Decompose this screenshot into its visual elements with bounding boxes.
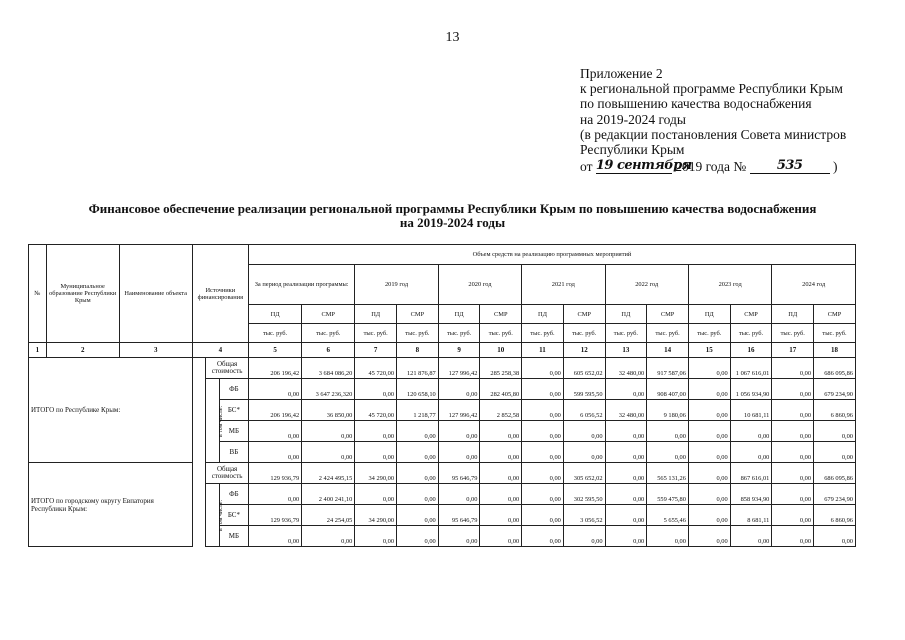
header-year-2024: 2024 год xyxy=(772,265,856,305)
source-label: МБ xyxy=(219,526,248,547)
value-cell: 0,00 xyxy=(730,526,772,547)
value-cell: 0,00 xyxy=(772,379,814,400)
value-cell: 1 067 616,01 xyxy=(730,358,772,379)
value-cell: 0,00 xyxy=(772,526,814,547)
value-cell: 0,00 xyxy=(772,400,814,421)
value-cell: 0,00 xyxy=(605,505,647,526)
value-cell: 127 996,42 xyxy=(438,400,480,421)
header-smr: СМР xyxy=(647,305,689,324)
value-cell: 32 480,00 xyxy=(605,358,647,379)
value-cell: 917 587,06 xyxy=(647,358,689,379)
header-no: № xyxy=(29,245,47,343)
value-cell: 0,00 xyxy=(688,484,730,505)
value-cell: 0,00 xyxy=(480,421,522,442)
value-cell: 0,00 xyxy=(772,421,814,442)
source-label: ВБ xyxy=(219,442,248,463)
header-smr: СМР xyxy=(814,305,856,324)
value-cell: 0,00 xyxy=(302,442,355,463)
appendix-line-4: на 2019-2024 годы xyxy=(580,111,686,127)
value-cell: 10 681,11 xyxy=(730,400,772,421)
header-pd: ПД xyxy=(772,305,814,324)
column-index-cell: 7 xyxy=(355,343,397,358)
appendix-date-line xyxy=(580,157,846,174)
header-volume: Объем средств на реализацию программных мероприятий xyxy=(248,245,855,265)
value-cell: 0,00 xyxy=(355,379,397,400)
header-year-2020: 2020 год xyxy=(438,265,521,305)
value-cell: 282 405,80 xyxy=(480,379,522,400)
value-cell: 0,00 xyxy=(522,379,564,400)
group-label: ИТОГО по городскому округу Евпатория Республики Крым: xyxy=(29,463,193,547)
value-cell: 9 180,06 xyxy=(647,400,689,421)
financing-table xyxy=(28,244,856,547)
value-cell: 302 595,50 xyxy=(563,484,605,505)
appendix-line-5: (в редакции постановления Совета министров xyxy=(580,126,847,142)
header-smr: СМР xyxy=(563,305,605,324)
value-cell: 0,00 xyxy=(772,484,814,505)
value-cell: 0,00 xyxy=(688,505,730,526)
value-cell: 6 056,52 xyxy=(563,400,605,421)
value-cell: 3 647 236,320 xyxy=(302,379,355,400)
value-cell: 3 684 086,20 xyxy=(302,358,355,379)
value-cell: 565 131,26 xyxy=(647,463,689,484)
value-cell: 0,00 xyxy=(397,526,439,547)
value-cell: 0,00 xyxy=(248,526,301,547)
column-index-cell: 8 xyxy=(397,343,439,358)
appendix-line-3: по повышению качества водоснабжения xyxy=(580,96,812,112)
value-cell: 0,00 xyxy=(688,526,730,547)
value-cell: 0,00 xyxy=(688,463,730,484)
group-label: ИТОГО по Республике Крым: xyxy=(29,358,193,463)
column-index-cell: 2 xyxy=(46,343,119,358)
page-number: 13 xyxy=(445,30,460,45)
value-cell: 867 616,01 xyxy=(730,463,772,484)
header-unit: тыс. руб. xyxy=(438,324,480,343)
date-signature-field xyxy=(595,157,692,174)
value-cell: 0,00 xyxy=(730,421,772,442)
value-cell: 0,00 xyxy=(248,484,301,505)
value-cell: 0,00 xyxy=(563,442,605,463)
value-cell: 285 258,38 xyxy=(480,358,522,379)
value-cell: 1 056 934,90 xyxy=(730,379,772,400)
value-cell: 0,00 xyxy=(302,421,355,442)
value-cell: 2 400 241,10 xyxy=(302,484,355,505)
value-cell: 0,00 xyxy=(772,358,814,379)
header-total-period: За период реализации программы: xyxy=(248,265,354,305)
value-cell: 0,00 xyxy=(480,526,522,547)
in-that-number-label: в том числе: xyxy=(218,499,225,532)
value-cell: 0,00 xyxy=(248,379,301,400)
column-index-cell: 3 xyxy=(119,343,192,358)
source-label: МБ xyxy=(219,421,248,442)
header-smr: СМР xyxy=(480,305,522,324)
value-cell: 0,00 xyxy=(522,505,564,526)
column-index-cell: 11 xyxy=(522,343,564,358)
header-unit: тыс. руб. xyxy=(522,324,564,343)
value-cell: 686 095,86 xyxy=(814,463,856,484)
value-cell: 0,00 xyxy=(522,400,564,421)
number-signature-field xyxy=(750,157,830,174)
header-unit: тыс. руб. xyxy=(772,324,814,343)
column-index-cell: 15 xyxy=(688,343,730,358)
handwritten-number: 535 xyxy=(776,158,803,174)
value-cell: 34 290,00 xyxy=(355,505,397,526)
value-cell: 0,00 xyxy=(522,484,564,505)
column-index-cell: 5 xyxy=(248,343,301,358)
header-smr: СМР xyxy=(302,305,355,324)
source-label: ФБ xyxy=(219,484,248,505)
value-cell: 34 290,00 xyxy=(355,463,397,484)
column-index-cell: 12 xyxy=(563,343,605,358)
appendix-line-1: Приложение 2 xyxy=(580,66,663,81)
header-unit: тыс. руб. xyxy=(605,324,647,343)
value-cell: 0,00 xyxy=(438,421,480,442)
header-unit: тыс. руб. xyxy=(563,324,605,343)
header-smr: СМР xyxy=(730,305,772,324)
value-cell: 0,00 xyxy=(688,421,730,442)
header-pd: ПД xyxy=(355,305,397,324)
header-pd: ПД xyxy=(688,305,730,324)
value-cell: 0,00 xyxy=(688,442,730,463)
value-cell: 2 424 495,15 xyxy=(302,463,355,484)
value-cell: 679 234,90 xyxy=(814,379,856,400)
header-unit: тыс. руб. xyxy=(730,324,772,343)
header-year-2021: 2021 год xyxy=(522,265,605,305)
table-row xyxy=(29,463,856,484)
value-cell: 0,00 xyxy=(438,526,480,547)
handwritten-date: 19 сентября xyxy=(595,158,692,174)
value-cell: 686 095,86 xyxy=(814,358,856,379)
title-line-2: на 2019-2024 годы xyxy=(399,215,506,230)
group-spacer xyxy=(192,358,206,463)
value-cell: 32 480,00 xyxy=(605,400,647,421)
value-cell: 120 658,10 xyxy=(397,379,439,400)
value-cell: 0,00 xyxy=(480,442,522,463)
table-row xyxy=(29,358,856,379)
total-label: Общая стоимость xyxy=(206,463,249,484)
value-cell: 0,00 xyxy=(522,358,564,379)
value-cell: 0,00 xyxy=(302,526,355,547)
header-unit: тыс. руб. xyxy=(302,324,355,343)
year-label: 2019 года № xyxy=(675,159,747,175)
value-cell: 0,00 xyxy=(248,442,301,463)
header-unit: тыс. руб. xyxy=(814,324,856,343)
value-cell: 0,00 xyxy=(772,463,814,484)
value-cell: 206 196,42 xyxy=(248,358,301,379)
value-cell: 0,00 xyxy=(397,442,439,463)
in-that-number-label: в том числе: xyxy=(218,405,225,437)
value-cell: 0,00 xyxy=(248,421,301,442)
value-cell: 0,00 xyxy=(605,442,647,463)
value-cell: 0,00 xyxy=(480,463,522,484)
value-cell: 8 681,11 xyxy=(730,505,772,526)
header-year-2023: 2023 год xyxy=(688,265,771,305)
value-cell: 0,00 xyxy=(647,421,689,442)
in-that-number-cell xyxy=(206,379,225,463)
value-cell: 0,00 xyxy=(688,400,730,421)
in-that-number-cell xyxy=(206,484,225,547)
value-cell: 0,00 xyxy=(397,484,439,505)
column-index-cell: 13 xyxy=(605,343,647,358)
header-sources: Источники финансирования xyxy=(192,245,248,343)
value-cell: 1 218,77 xyxy=(397,400,439,421)
value-cell: 0,00 xyxy=(355,421,397,442)
value-cell: 45 720,00 xyxy=(355,358,397,379)
value-cell: 5 655,46 xyxy=(647,505,689,526)
header-year-2022: 2022 год xyxy=(605,265,688,305)
header-smr: СМР xyxy=(397,305,439,324)
value-cell: 0,00 xyxy=(355,442,397,463)
header-unit: тыс. руб. xyxy=(248,324,301,343)
value-cell: 0,00 xyxy=(772,505,814,526)
header-pd: ПД xyxy=(248,305,301,324)
column-index-cell: 6 xyxy=(302,343,355,358)
value-cell: 0,00 xyxy=(522,463,564,484)
value-cell: 127 996,42 xyxy=(438,358,480,379)
column-index-cell: 1 xyxy=(29,343,47,358)
header-pd: ПД xyxy=(605,305,647,324)
value-cell: 6 860,96 xyxy=(814,505,856,526)
value-cell: 0,00 xyxy=(438,442,480,463)
source-label: ФБ xyxy=(219,379,248,400)
header-pd: ПД xyxy=(522,305,564,324)
value-cell: 129 936,79 xyxy=(248,505,301,526)
value-cell: 206 196,42 xyxy=(248,400,301,421)
column-index-cell: 14 xyxy=(647,343,689,358)
value-cell: 0,00 xyxy=(605,421,647,442)
document-title xyxy=(0,202,905,230)
value-cell: 95 646,79 xyxy=(438,505,480,526)
column-index-row xyxy=(29,343,856,358)
value-cell: 0,00 xyxy=(522,421,564,442)
value-cell: 121 876,87 xyxy=(397,358,439,379)
value-cell: 0,00 xyxy=(397,421,439,442)
value-cell: 0,00 xyxy=(438,379,480,400)
value-cell: 605 652,02 xyxy=(563,358,605,379)
value-cell: 45 720,00 xyxy=(355,400,397,421)
value-cell: 0,00 xyxy=(688,379,730,400)
value-cell: 0,00 xyxy=(647,526,689,547)
value-cell: 0,00 xyxy=(480,484,522,505)
header-pd: ПД xyxy=(438,305,480,324)
value-cell: 0,00 xyxy=(605,484,647,505)
value-cell: 129 936,79 xyxy=(248,463,301,484)
source-label: БС* xyxy=(219,505,248,526)
value-cell: 908 407,00 xyxy=(647,379,689,400)
value-cell: 0,00 xyxy=(605,463,647,484)
value-cell: 0,00 xyxy=(605,379,647,400)
value-cell: 0,00 xyxy=(522,526,564,547)
total-label: Общая стоимость xyxy=(206,358,249,379)
value-cell: 0,00 xyxy=(730,442,772,463)
value-cell: 599 595,50 xyxy=(563,379,605,400)
header-object: Наименование объекта xyxy=(119,245,192,343)
value-cell: 305 652,02 xyxy=(563,463,605,484)
value-cell: 6 860,96 xyxy=(814,400,856,421)
column-index-cell: 4 xyxy=(192,343,248,358)
value-cell: 3 056,52 xyxy=(563,505,605,526)
column-index-cell: 18 xyxy=(814,343,856,358)
column-index-cell: 17 xyxy=(772,343,814,358)
value-cell: 2 852,58 xyxy=(480,400,522,421)
value-cell: 0,00 xyxy=(522,442,564,463)
value-cell: 0,00 xyxy=(480,505,522,526)
group-spacer xyxy=(192,463,206,547)
value-cell: 0,00 xyxy=(397,463,439,484)
value-cell: 95 646,79 xyxy=(438,463,480,484)
column-index-cell: 10 xyxy=(480,343,522,358)
appendix-line-6: Республики Крым xyxy=(580,142,685,158)
header-unit: тыс. руб. xyxy=(688,324,730,343)
value-cell: 0,00 xyxy=(688,358,730,379)
value-cell: 0,00 xyxy=(563,421,605,442)
header-year-2019: 2019 год xyxy=(355,265,438,305)
value-cell: 0,00 xyxy=(814,421,856,442)
header-unit: тыс. руб. xyxy=(355,324,397,343)
value-cell: 0,00 xyxy=(397,505,439,526)
header-unit: тыс. руб. xyxy=(397,324,439,343)
value-cell: 36 850,00 xyxy=(302,400,355,421)
value-cell: 0,00 xyxy=(438,484,480,505)
column-index-cell: 9 xyxy=(438,343,480,358)
value-cell: 559 475,80 xyxy=(647,484,689,505)
value-cell: 0,00 xyxy=(814,526,856,547)
appendix-block xyxy=(580,66,846,174)
value-cell: 0,00 xyxy=(814,442,856,463)
value-cell: 0,00 xyxy=(772,442,814,463)
value-cell: 0,00 xyxy=(647,442,689,463)
source-label: БС* xyxy=(219,400,248,421)
from-label: от xyxy=(580,159,593,175)
title-line-1: Финансовое обеспечение реализации региональной программы Республики Крым по повышению качества водоснабжения xyxy=(88,201,817,216)
value-cell: 679 234,90 xyxy=(814,484,856,505)
value-cell: 0,00 xyxy=(355,526,397,547)
table-body xyxy=(29,245,856,547)
value-cell: 0,00 xyxy=(605,526,647,547)
header-unit: тыс. руб. xyxy=(647,324,689,343)
value-cell: 24 254,05 xyxy=(302,505,355,526)
column-index-cell: 16 xyxy=(730,343,772,358)
appendix-line-2: к региональной программе Республики Крым xyxy=(580,81,843,97)
value-cell: 858 934,90 xyxy=(730,484,772,505)
value-cell: 0,00 xyxy=(563,526,605,547)
close-paren: ) xyxy=(833,159,838,175)
header-unit: тыс. руб. xyxy=(480,324,522,343)
header-municipality: Муниципальное образование Республики Крым xyxy=(46,245,119,343)
value-cell: 0,00 xyxy=(355,484,397,505)
